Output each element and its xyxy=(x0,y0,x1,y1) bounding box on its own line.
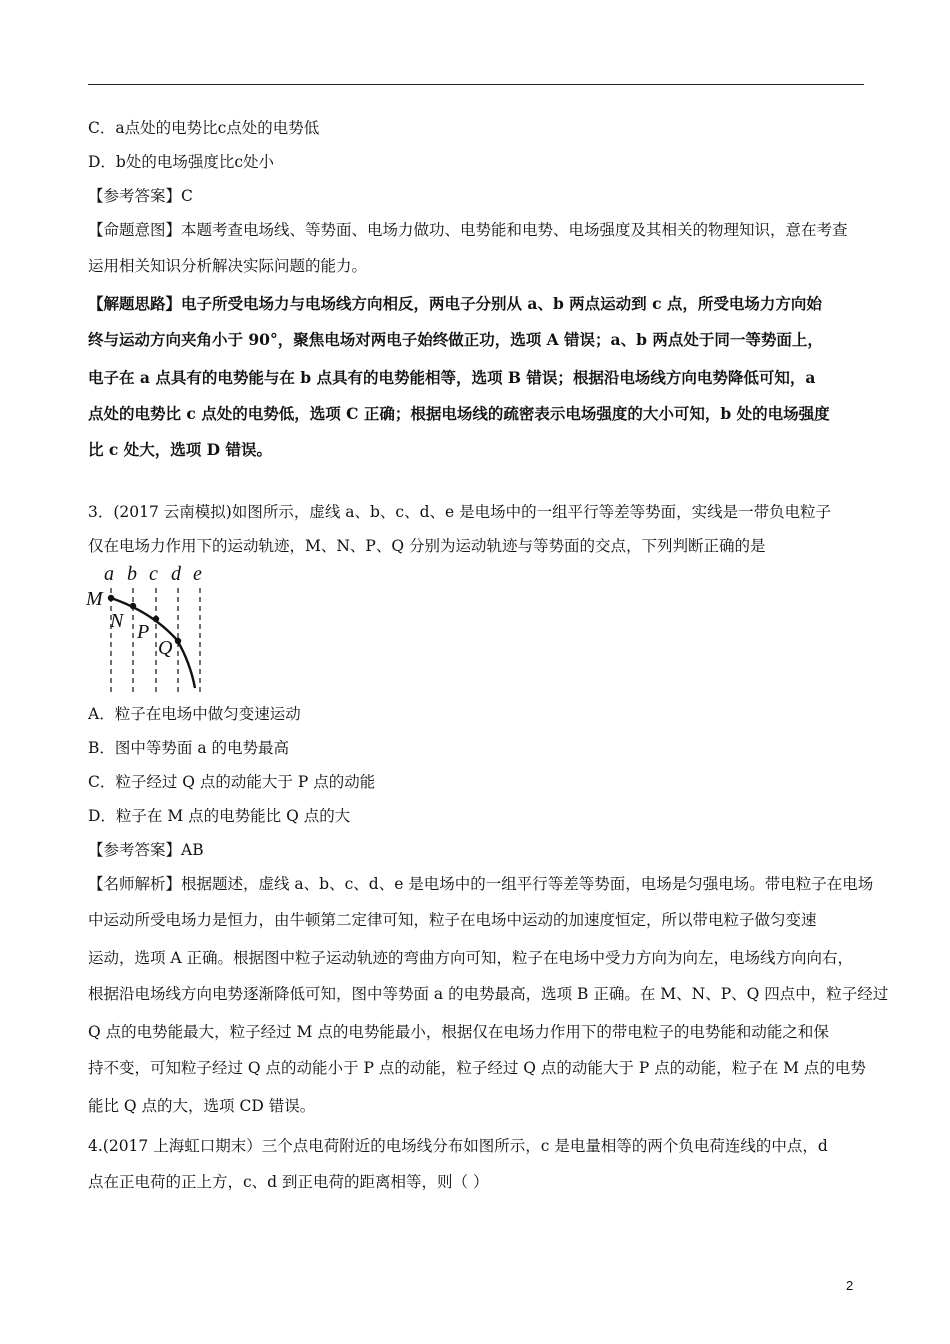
q2-solution-line: 比 c 处大，选项 D 错误。 xyxy=(88,440,272,459)
q3-analysis-line: Q 点的电势能最大，粒子经过 M 点的电势能最小，根据仅在电场力作用下的带电粒子的电势能和动能之和保 xyxy=(88,1023,829,1041)
q2-option-c: C．a点处的电势比c点处的电势低 xyxy=(88,119,320,137)
point-label-n: N xyxy=(110,610,124,632)
line-label-b: b xyxy=(127,563,137,585)
q3-option-d: D．粒子在 M 点的电势能比 Q 点的大 xyxy=(88,807,351,825)
point-m xyxy=(108,595,114,601)
q3-option-b: B．图中等势面 a 的电势最高 xyxy=(88,739,289,757)
line-label-d: d xyxy=(171,563,181,585)
q2-solution-line: 电子在 a 点具有的电势能与在 b 点具有的电势能相等，选项 B 错误；根据沿电场线方向电势降低可知，a xyxy=(88,368,816,387)
q4-stem-line: 4.(2017 上海虹口期末）三个点电荷附近的电场线分布如图所示，c 是电量相等的两个负电荷连线的中点，d xyxy=(88,1137,828,1155)
q2-solution-line: 终与运动方向夹角小于 90°，聚焦电场对两电子始终做正功，选项 A 错误；a、b 两点处于同一等势面上， xyxy=(88,330,823,349)
point-p xyxy=(153,616,159,622)
q3-analysis-line: 【名师解析】根据题述，虚线 a、b、c、d、e 是电场中的一组平行等差等势面，电场是匀强电场。带电粒子在电场 xyxy=(88,875,874,893)
line-label-e: e xyxy=(193,563,202,585)
header-rule xyxy=(88,84,864,85)
q2-intent-line: 运用相关知识分析解决实际问题的能力。 xyxy=(88,257,368,275)
q4-stem-line: 点在正电荷的正上方，c、d 到正电荷的距离相等，则（ ） xyxy=(88,1173,489,1191)
q3-option-a: A．粒子在电场中做匀变速运动 xyxy=(88,705,301,723)
q3-analysis-line: 持不变，可知粒子经过 Q 点的动能小于 P 点的动能，粒子经过 Q 点的动能大于 P 点的动能，粒子在 M 点的电势 xyxy=(88,1059,866,1077)
q3-stem-line: 3．(2017 云南模拟)如图所示，虚线 a、b、c、d、e 是电场中的一组平行等差等势面，实线是一带负电粒子 xyxy=(88,503,832,521)
line-label-a: a xyxy=(104,563,114,585)
q3-option-c: C．粒子经过 Q 点的动能大于 P 点的动能 xyxy=(88,773,376,791)
line-label-c: c xyxy=(149,563,158,585)
q3-answer: 【参考答案】AB xyxy=(88,841,204,859)
point-label-p: P xyxy=(137,621,150,643)
page-number: 2 xyxy=(846,1278,854,1293)
q2-intent-line: 【命题意图】本题考查电场线、等势面、电场力做功、电势能和电势、电场强度及其相关的物理知识，意在考查 xyxy=(88,221,848,239)
point-q xyxy=(175,638,181,644)
point-label-m: M xyxy=(86,588,103,610)
q3-analysis-line: 能比 Q 点的大，选项 CD 错误。 xyxy=(88,1097,316,1115)
q3-analysis-line: 根据沿电场线方向电势逐渐降低可知，图中等势面 a 的电势最高，选项 B 正确。在 M、N、P、Q 四点中，粒子经过 xyxy=(88,985,889,1003)
q3-analysis-line: 中运动所受电场力是恒力，由牛顿第二定律可知，粒子在电场中运动的加速度恒定，所以带电粒子做匀变速 xyxy=(88,911,817,929)
q2-solution-line: 点处的电势比 c 点处的电势低，选项 C 正确；根据电场线的疏密表示电场强度的大小可知，b 处的电场强度 xyxy=(88,404,830,423)
trajectory-curve xyxy=(111,598,195,688)
q3-stem-line: 仅在电场力作用下的运动轨迹，M、N、P、Q 分别为运动轨迹与等势面的交点，下列判断正确的是 xyxy=(88,537,766,555)
point-label-q: Q xyxy=(158,637,173,659)
equipotential-figure xyxy=(82,562,242,697)
point-n xyxy=(130,603,136,609)
q3-analysis-line: 运动，选项 A 正确。根据图中粒子运动轨迹的弯曲方向可知，粒子在电场中受力方向为向左，电场线方向向右， xyxy=(88,949,854,967)
q2-option-d: D．b处的电场强度比c处小 xyxy=(88,153,275,171)
q2-answer: 【参考答案】C xyxy=(88,187,193,205)
q2-solution-line: 【解题思路】电子所受电场力与电场线方向相反，两电子分别从 a、b 两点运动到 c 点，所受电场力方向始 xyxy=(88,294,822,313)
